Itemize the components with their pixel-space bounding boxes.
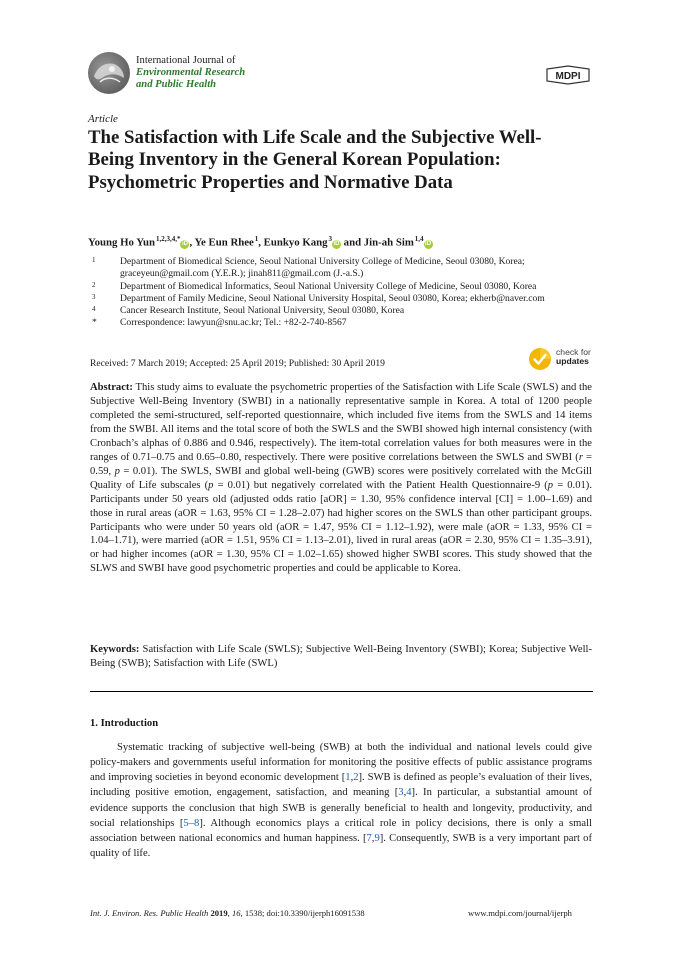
affiliations xyxy=(90,256,600,330)
footer-year: 2019 xyxy=(210,908,228,918)
check-for-updates-badge[interactable] xyxy=(528,347,598,373)
citation-link[interactable]: 9 xyxy=(374,832,380,844)
publication-dates: Received: 7 March 2019; Accepted: 25 April 2019; Published: 30 April 2019 xyxy=(90,358,385,369)
author-list xyxy=(88,235,433,249)
intro-paragraph: Systematic tracking of subjective well-being (SWB) at both the individual and national levels could give policy-makers and governments useful information for monitoring the positive effects of public assistance programs and improving societies in beyond economic development [1,2]. SWB is defined as people’s evaluation of their lives, including positive emotion, engagement, satisfaction, and meaning [3,4]. In particular, a substantial amount of evidence supports the conclusion that high SWB is generally beneficial to health and longevity, productivity, and social relationships [5–8]. Although economics plays a critical role in policy decisions, there is only a small association between national economics and human happiness. [7,9]. Consequently, SWB is a very important part of quality of life. xyxy=(90,742,592,860)
abstract-var: p xyxy=(114,465,120,477)
footer-url[interactable]: www.mdpi.com/journal/ijerph xyxy=(468,908,572,918)
check-updates-label xyxy=(556,348,591,367)
correspondence-text: Correspondence: lawyun@snu.ac.kr; Tel.: +82-2-740-8567 xyxy=(120,317,347,329)
affiliation-item xyxy=(90,281,600,293)
keywords-text: Satisfaction with Life Scale (SWLS); Subjective Well-Being Inventory (SWBI); Korea; Subjective Well-Being (SWB); Satisfaction with Life (SWL) xyxy=(90,644,592,669)
check-updates-line2: updates xyxy=(556,356,589,367)
section-divider xyxy=(90,691,593,692)
abstract xyxy=(90,381,592,576)
author-affil-sup: 3 xyxy=(328,235,332,243)
affiliation-number: 1 xyxy=(92,256,96,264)
affiliation-text: Cancer Research Institute, Seoul National University, Seoul 03080, Korea xyxy=(120,305,405,317)
abstract-text: = 0.01) but negatively correlated with the Patient Health Questionnaire-9 ( xyxy=(213,479,548,491)
affiliation-item xyxy=(90,256,600,281)
body-text: ]. Although economics plays a critical role in policy decisions, there is only a small association between national economics and human happiness. [ xyxy=(90,817,592,844)
orcid-icon[interactable]: iD xyxy=(333,240,340,247)
abstract-var: r xyxy=(578,451,583,463)
author-affil-sup: 1 xyxy=(254,235,259,243)
journal-logo xyxy=(88,52,130,94)
orcid-icon[interactable]: iD xyxy=(425,240,432,247)
article-title: The Satisfaction with Life Scale and the Subjective Well-Being Inventory in the General Korean Population: Psychometric Properties and Normative Data xyxy=(88,127,542,193)
author-affil-sup: 1,4 xyxy=(414,235,424,243)
abstract-text: = 0.59, xyxy=(90,451,592,477)
citation-link[interactable]: 7 xyxy=(366,832,372,844)
footer-citation: Int. J. Environ. Res. Public Health 2019, 16, 1538; doi:10.3390/ijerph16091538 xyxy=(90,908,365,918)
ijerph-logo-icon xyxy=(88,52,130,94)
citation-link[interactable]: 3 xyxy=(398,787,404,799)
footer-journal: Int. J. Environ. Res. Public Health xyxy=(90,908,209,918)
author-affil-sup: 1,2,3,4,* xyxy=(155,235,181,243)
body-text: ]. In particular, a substantial amount of evidence supports the conclusion that high SWB is generally beneficial to health and longevity, productivity, and social relationships [ xyxy=(90,787,592,829)
author-separator: , xyxy=(258,236,264,249)
abstract-var: p xyxy=(547,479,554,491)
mdpi-logo-text: MDPI xyxy=(555,71,581,82)
affiliation-number: 2 xyxy=(92,280,96,289)
affiliation-text: Department of Biomedical Science, Seoul National University College of Medicine, Seoul 03080, Korea; graceyeun@gmail.com (Y.E.R.); jinah811@gmail.com (J.-a.S.) xyxy=(120,256,525,280)
affiliation-text: Department of Family Medicine, Seoul National University Hospital, Seoul 03080, Korea; ekherb@naver.com xyxy=(120,292,545,304)
section-heading: 1. Introduction xyxy=(90,718,159,729)
body-text: Systematic tracking of subjective well-being (SWB) at both the individual and national levels could give policy-makers and governments useful information for monitoring the positive effects of public assistance programs and improving societies in beyond economic development [ xyxy=(90,742,592,784)
article-type: Article xyxy=(88,113,118,125)
author-separator: and xyxy=(340,236,364,249)
citation-link[interactable]: 1 xyxy=(345,772,351,784)
author-separator: , xyxy=(189,236,195,249)
journal-name-line1: International Journal of xyxy=(136,55,236,66)
mdpi-logo xyxy=(543,65,593,85)
abstract-text: = 0.01). Participants under 50 years old (adjusted odds ratio [aOR] = 1.30, 95% confidence interval [CI] = 1.00–1.69) and those in rural areas (aOR = 1.63, 95% CI = 1.28–2.07) had higher scores on the SWLS than other participant groups. Participants who were under 50 years old (aOR = 1.47, 95% CI = 1.12–1.92), were male (aOR = 1.33, 95% CI = 1.04–1.71), were married (aOR = 1.51, 95% CI = 1.13–2.01), lived in rural areas (aOR = 2.30, 95% CI = 1.35–3.91), or had higher incomes (aOR = 1.30, 95% CI = 1.02–1.65) showed higher SWBI scores. This study showed that the SLWS and SWBI have good psychometric properties and could be applicable to Korea. xyxy=(90,479,592,575)
author-name[interactable]: Jin-ah Sim xyxy=(363,236,414,249)
keywords xyxy=(90,643,592,671)
correspondence-marker: * xyxy=(92,317,97,329)
body-text: ]. Consequently, SWB is a very important part of quality of life. xyxy=(90,832,592,860)
author-name[interactable]: Young Ho Yun xyxy=(88,236,156,249)
author-name[interactable]: Ye Eun Rhee xyxy=(194,236,254,249)
citation-link[interactable]: 2 xyxy=(353,772,359,784)
keywords-label: Keywords: xyxy=(90,644,140,655)
orcid-icon[interactable]: iD xyxy=(181,240,188,247)
journal-name xyxy=(136,55,245,92)
affiliation-item xyxy=(90,293,600,305)
citation-link[interactable]: 5–8 xyxy=(183,817,200,829)
abstract-text: This study aims to evaluate the psychometric properties of the Satisfaction with Life Scale (SWLS) and the Subjective Well-Being Inventory (SWBI) in a nationally representative sample in Korea. A total of 1200 people completed the semi-structured, self-reported questionnaire, which included five items from the SWLS and 14 items from the SWBI. All items and the total score of both the SWLS and the SWBI showed high internal consistency (with Cronbach’s alphas of 0.886 and 0.946, respectively). The item-total correlation values for both measures were in the ranges of 0.71–0.75 and 0.65–0.80, respectively. There were positive correlations between the SWLS and SWBI ( xyxy=(90,382,592,463)
affiliation-number: 4 xyxy=(92,305,96,314)
affiliation-text: Department of Biomedical Informatics, Seoul National University College of Medicine, Seoul 03080, Korea xyxy=(120,280,537,292)
abstract-label: Abstract: xyxy=(90,382,133,393)
check-updates-line1: check for xyxy=(556,347,591,357)
body-text: ]. SWB is defined as people’s evaluation of their lives, including positive emotion, engagement, satisfaction, and meaning [ xyxy=(90,772,592,799)
footer-doi: , 1538; doi:10.3390/ijerph16091538 xyxy=(240,908,365,918)
journal-name-line3: and Public Health xyxy=(136,79,217,91)
abstract-text: = 0.01). The SWLS, SWBI and global well-being (GWB) scores were positively correlated with the McGill Quality of Life subscales ( xyxy=(90,465,592,491)
affiliation-number: 3 xyxy=(92,292,96,301)
citation-link[interactable]: 4 xyxy=(406,787,412,799)
footer-volume: 16 xyxy=(231,908,241,918)
abstract-var: p xyxy=(208,479,214,491)
correspondence xyxy=(90,317,600,329)
check-updates-icon xyxy=(528,347,552,371)
affiliation-item xyxy=(90,305,600,317)
author-name[interactable]: Eunkyo Kang xyxy=(263,236,328,249)
journal-name-line2: Environmental Research xyxy=(136,67,246,79)
